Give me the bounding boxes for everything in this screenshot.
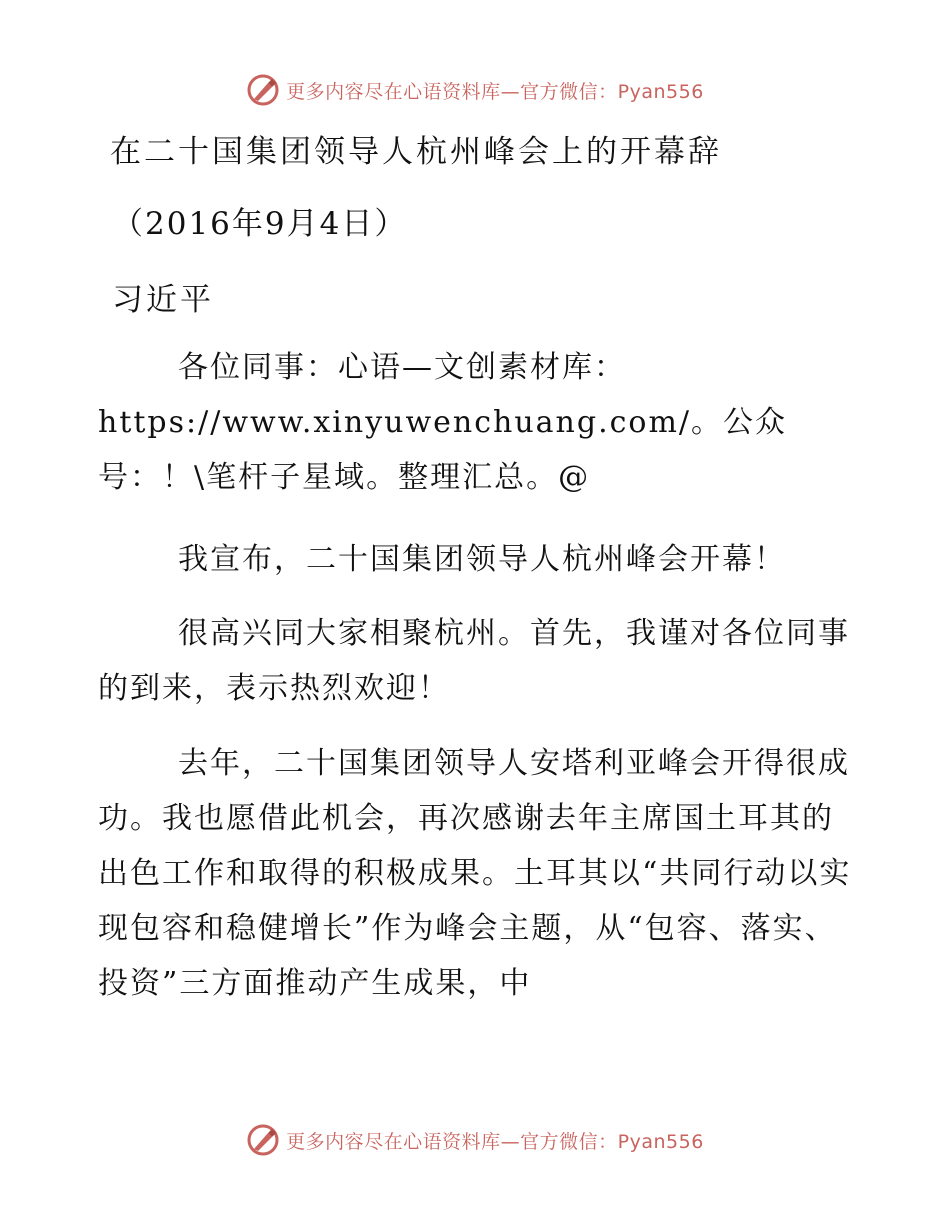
pen-logo-icon (246, 73, 280, 107)
footer-watermark (0, 1120, 950, 1160)
watermark-group (246, 1123, 704, 1157)
paragraph-opening: 我宣布，二十国集团领导人杭州峰会开幕！ (178, 542, 786, 577)
document-author: 习近平 (112, 282, 214, 318)
paragraph-antalya: 去年，二十国集团领导人安塔利亚峰会开得很成功。我也愿借此机会，再次感谢去年主席国土耳其的出色工作和取得的积极成果。土耳其以“共同行动以实现包容和稳健增长”作为峰会主题，从“包容、落实、投资”三方面推动产生成果，中 (98, 746, 852, 1001)
document-title: 在二十国集团领导人杭州峰会上的开幕辞 (110, 134, 722, 170)
pen-logo-icon (246, 1123, 280, 1157)
watermark-text: 更多内容尽在心语资料库—官方微信：Pyan556 (286, 1130, 704, 1153)
watermark-group (246, 73, 704, 107)
header-watermark (0, 70, 950, 110)
document-date: （2016年9月4日） (112, 206, 408, 242)
paragraph-welcome: 很高兴同大家相聚杭州。首先，我谨对各位同事的到来，表示热烈欢迎！ (98, 616, 850, 706)
watermark-text: 更多内容尽在心语资料库—官方微信：Pyan556 (286, 80, 704, 103)
paragraph-greeting: 各位同事：心语—文创素材库：https://www.xinyuwenchuang.com/。公众号：！\笔杆子星域。整理汇总。@ (98, 350, 788, 495)
